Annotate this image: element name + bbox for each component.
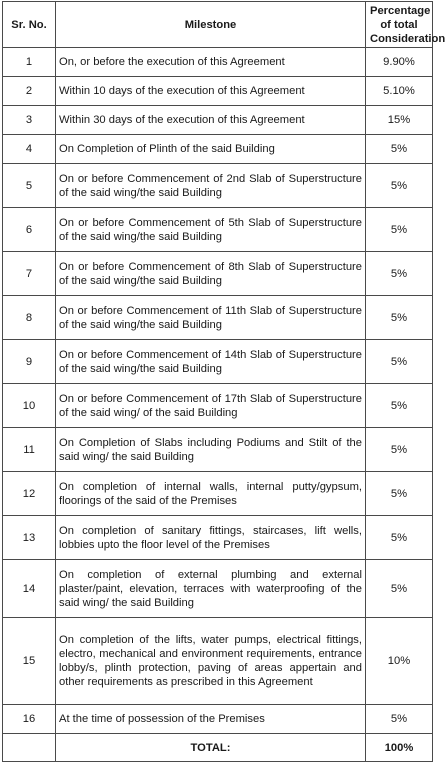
table-row: [3, 208, 433, 252]
total-value: 100%: [366, 734, 433, 762]
percentage-cell: 5%: [366, 516, 433, 560]
table-row: [3, 252, 433, 296]
total-label: TOTAL:: [56, 734, 366, 762]
milestone-cell: On or before Commencement of 2nd Slab of Superstructure of the said wing/the said Building: [56, 164, 366, 208]
sr-no-cell: 2: [3, 77, 56, 106]
sr-no-cell: 14: [3, 560, 56, 618]
milestone-cell: On or before Commencement of 14th Slab of Superstructure of the said wing/the said Building: [56, 340, 366, 384]
header-milestone: Milestone: [56, 2, 366, 48]
percentage-cell: 9.90%: [366, 48, 433, 77]
sr-no-cell: 15: [3, 618, 56, 705]
sr-no-cell: 9: [3, 340, 56, 384]
sr-no-cell: 12: [3, 472, 56, 516]
percentage-cell: 5%: [366, 472, 433, 516]
total-row: [3, 734, 433, 762]
milestone-cell: On or before Commencement of 8th Slab of Superstructure of the said wing/the said Building: [56, 252, 366, 296]
percentage-cell: 5.10%: [366, 77, 433, 106]
milestone-cell: On completion of external plumbing and external plaster/paint, elevation, terraces with waterproofing of the said wing/ the said Building: [56, 560, 366, 618]
table-row: [3, 296, 433, 340]
milestone-cell: On completion of sanitary fittings, staircases, lift wells, lobbies upto the floor level of the Premises: [56, 516, 366, 560]
milestone-cell: On or before Commencement of 17th Slab of Superstructure of the said wing/ of the said Building: [56, 384, 366, 428]
milestone-cell: On or before Commencement of 11th Slab of Superstructure of the said wing/the said Building: [56, 296, 366, 340]
table-row: [3, 340, 433, 384]
table-row: [3, 516, 433, 560]
milestone-cell: Within 10 days of the execution of this Agreement: [56, 77, 366, 106]
sr-no-cell: 3: [3, 106, 56, 135]
table-row: [3, 560, 433, 618]
percentage-cell: 5%: [366, 208, 433, 252]
payment-schedule-table: [2, 1, 445, 762]
percentage-cell: 5%: [366, 340, 433, 384]
milestone-cell: On completion of internal walls, internal putty/gypsum, floorings of the said of the Premises: [56, 472, 366, 516]
sr-no-cell: 4: [3, 135, 56, 164]
sr-no-cell: 16: [3, 705, 56, 734]
percentage-cell: 5%: [366, 428, 433, 472]
total-blank-cell: [3, 734, 56, 762]
percentage-cell: 10%: [366, 618, 433, 705]
sr-no-cell: 11: [3, 428, 56, 472]
milestone-cell: On, or before the execution of this Agreement: [56, 48, 366, 77]
milestone-cell: On or before Commencement of 5th Slab of Superstructure of the said wing/the said Building: [56, 208, 366, 252]
header-percentage: Percentage of total Consideration: [366, 2, 433, 48]
table-row: [3, 428, 433, 472]
table-row: [3, 164, 433, 208]
table-row: [3, 106, 433, 135]
header-sr-no: Sr. No.: [3, 2, 56, 48]
table-row: [3, 618, 433, 705]
sr-no-cell: 8: [3, 296, 56, 340]
table-row: [3, 77, 433, 106]
header-row: [3, 2, 433, 48]
table-row: [3, 705, 433, 734]
milestone-cell: On Completion of Plinth of the said Building: [56, 135, 366, 164]
percentage-cell: 5%: [366, 384, 433, 428]
milestone-cell: At the time of possession of the Premises: [56, 705, 366, 734]
sr-no-cell: 7: [3, 252, 56, 296]
milestone-cell: Within 30 days of the execution of this Agreement: [56, 106, 366, 135]
milestone-cell: On Completion of Slabs including Podiums and Stilt of the said wing/ the said Building: [56, 428, 366, 472]
table-row: [3, 384, 433, 428]
milestone-cell: On completion of the lifts, water pumps, electrical fittings, electro, mechanical and environment requirements, entrance lobby/s, plinth protection, paving of areas appertain and other requirements as prescribed in this Agreement: [56, 618, 366, 705]
sr-no-cell: 10: [3, 384, 56, 428]
table-row: [3, 135, 433, 164]
sr-no-cell: 13: [3, 516, 56, 560]
percentage-cell: 5%: [366, 252, 433, 296]
table-row: [3, 472, 433, 516]
percentage-cell: 5%: [366, 560, 433, 618]
percentage-cell: 5%: [366, 164, 433, 208]
sr-no-cell: 5: [3, 164, 56, 208]
table-row: [3, 48, 433, 77]
percentage-cell: 5%: [366, 135, 433, 164]
sr-no-cell: 6: [3, 208, 56, 252]
percentage-cell: 5%: [366, 296, 433, 340]
sr-no-cell: 1: [3, 48, 56, 77]
percentage-cell: 15%: [366, 106, 433, 135]
percentage-cell: 5%: [366, 705, 433, 734]
